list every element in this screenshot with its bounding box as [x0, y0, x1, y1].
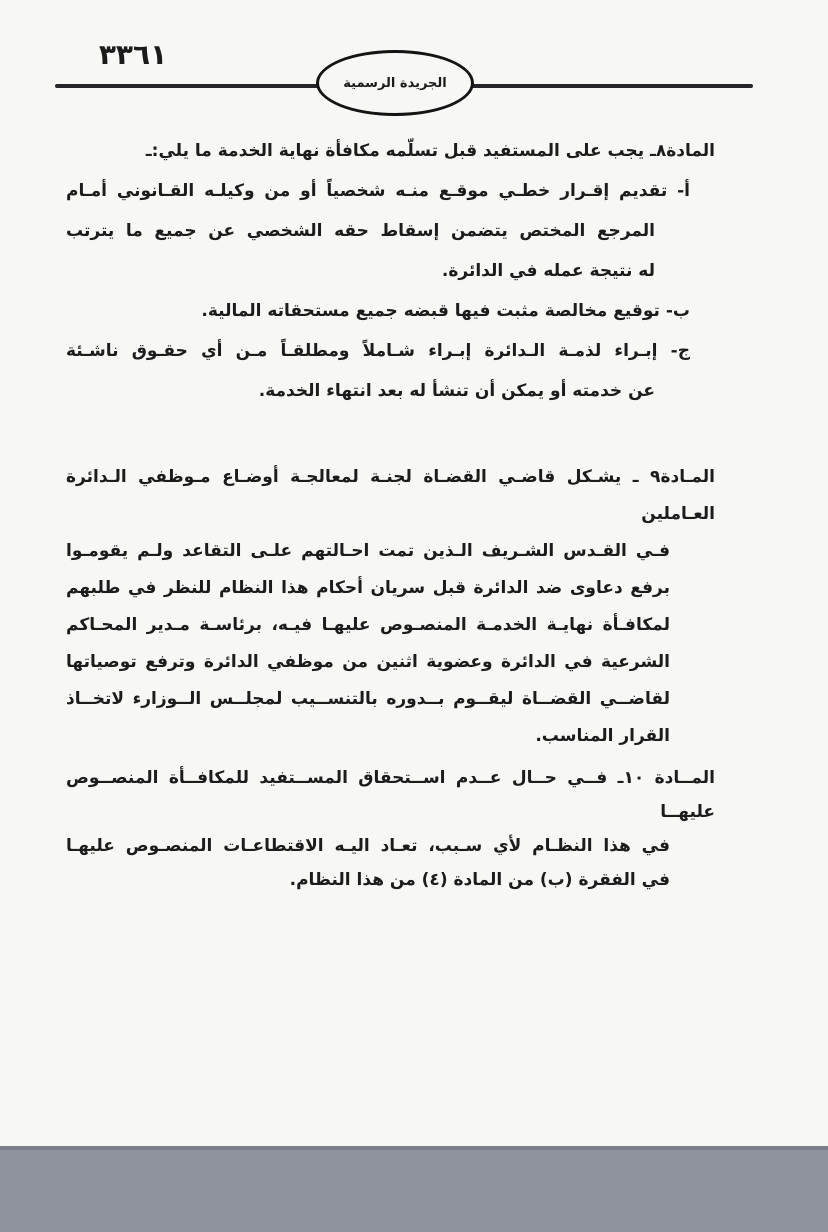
page-number: ٣٣٦١: [98, 38, 168, 71]
text-line: أ- تقديم إقـرار خطـي موقـع منـه شخصياً أو من وكيلـه القـانوني أمـام: [66, 181, 690, 201]
text-line: القرار المناسب.: [535, 726, 670, 746]
article-9: [66, 459, 715, 755]
text-line: ب- توقيع مخالصة مثبت فيها قبضه جميع مستحقاته المالية.: [201, 301, 690, 321]
text-line: المرجع المختص يتضمن إسقاط حقه الشخصي عن جميع ما يترتب: [66, 221, 655, 241]
article-8: [66, 131, 715, 411]
text-line: المادة٨ـ يجب على المستفيد قبل تسلّمه مكافأة نهاية الخدمة ما يلي:ـ: [145, 141, 715, 161]
gazette-title: الجريدة الرسمية: [343, 75, 447, 91]
text-line: المـادة٩ ـ يشـكل قاضـي القضـاة لجنـة لمعالجـة أوضـاع مـوظفي الـدائرة العـاملين: [66, 467, 715, 524]
text-line: برفع دعاوى ضد الدائرة قبل سريان أحكام هذا النظام للنظر في طلبهم: [66, 578, 670, 598]
text-line: ج- إبـراء لذمـة الـدائرة إبـراء شـاملاً ومطلقـاً مـن أي حقـوق ناشـئة: [66, 341, 690, 361]
gazette-oval-badge: [316, 50, 474, 116]
text-line: لمكافـأة نهايـة الخدمـة المنصـوص عليهـا فيـه، برئاسـة مـدير المحـاكم: [66, 615, 670, 635]
text-line: الشرعية في الدائرة وعضوية اثنين من موظفي الدائرة وترفع توصياتها: [66, 652, 670, 672]
article-10: [66, 761, 715, 897]
text-line: فـي القـدس الشـريف الـذين تمت احـالتهم علـى التقاعد ولـم يقومـوا: [66, 541, 670, 561]
text-line: لقاضــي القضــاة ليقــوم بــدوره بالتنســيب لمجلــس الــوزارء لاتخــاذ: [66, 689, 670, 709]
text-line: المــادة ١٠ـ فــي حــال عــدم اســتحقاق المســتفيد للمكافــأة المنصــوص عليهــا: [66, 768, 715, 822]
document-body: [66, 131, 715, 897]
text-line: له نتيجة عمله في الدائرة.: [441, 261, 655, 281]
text-line: في الفقرة (ب) من المادة (٤) من هذا النظام.: [289, 870, 670, 890]
text-line: عن خدمته أو يمكن أن تنشأ له بعد انتهاء الخدمة.: [258, 381, 655, 401]
text-line: في هذا النظـام لأي سـبب، تعـاد اليـه الاقتطاعـات المنصـوص عليهـا: [66, 836, 670, 856]
footer-gray-band: [0, 1146, 828, 1232]
